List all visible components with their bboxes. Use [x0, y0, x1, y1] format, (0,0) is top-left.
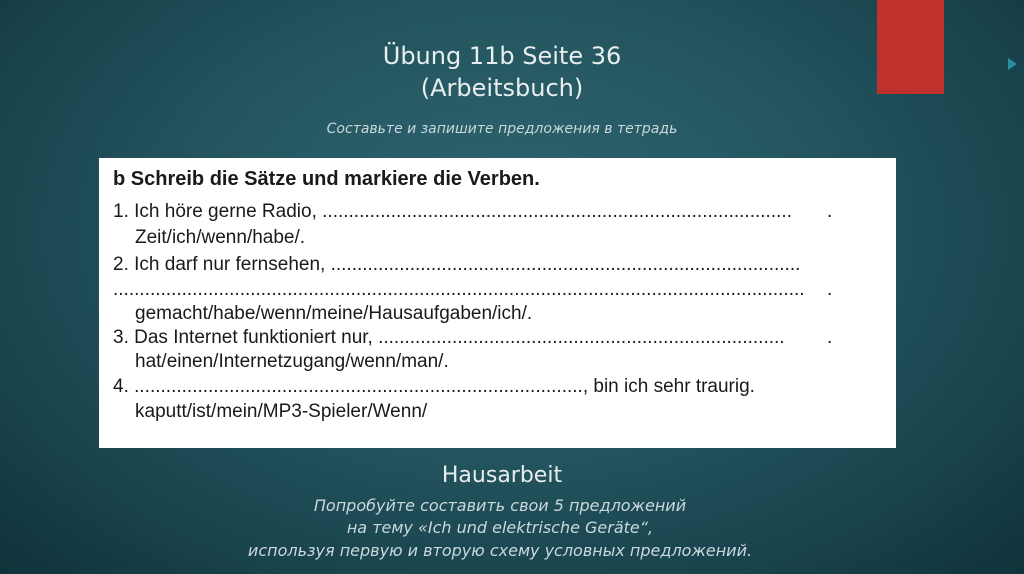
slide-title: Übung 11b Seite 36 [382, 42, 622, 70]
exercise-heading: b Schreib die Sätze und markiere die Verben. [113, 168, 540, 190]
homework-line: используя первую и вторую схему условных предложений. [247, 541, 753, 560]
exercise-line: 1. Ich höre gerne Radio, ......................................................................................... [113, 201, 792, 222]
exercise-image [99, 158, 896, 448]
red-accent-bar [877, 0, 944, 94]
exercise-words: gemacht/habe/wenn/meine/Hausaufgaben/ich/. [135, 303, 533, 324]
exercise-words: Zeit/ich/wenn/habe/. [135, 227, 306, 248]
trailing-dot: . [827, 279, 833, 300]
homework-line: на тему «Ich und elektrische Geräte“, [346, 518, 654, 537]
exercise-line: ................................................................................................................................... [113, 279, 805, 300]
exercise-line: 2. Ich darf nur fernsehen, ......................................................................................... [113, 254, 801, 275]
exercise-words: hat/einen/Internetzugang/wenn/man/. [135, 351, 449, 372]
trailing-dot: . [827, 201, 833, 222]
homework-title: Hausarbeit [441, 463, 563, 488]
slide-instruction: Составьте и запишите предложения в тетрадь [326, 121, 678, 137]
exercise-line: 3. Das Internet funktioniert nur, ............................................................................. [113, 327, 785, 348]
slide-title-sub: (Arbeitsbuch) [420, 74, 584, 102]
homework-line: Попробуйте составить свои 5 предложений [313, 496, 687, 515]
exercise-line: 4. ....................................................................................., bin ich sehr traurig. [113, 376, 755, 397]
exercise-words: kaputt/ist/mein/MP3-Spieler/Wenn/ [135, 401, 428, 422]
trailing-dot: . [827, 327, 833, 348]
next-arrow-icon[interactable] [1008, 58, 1017, 70]
